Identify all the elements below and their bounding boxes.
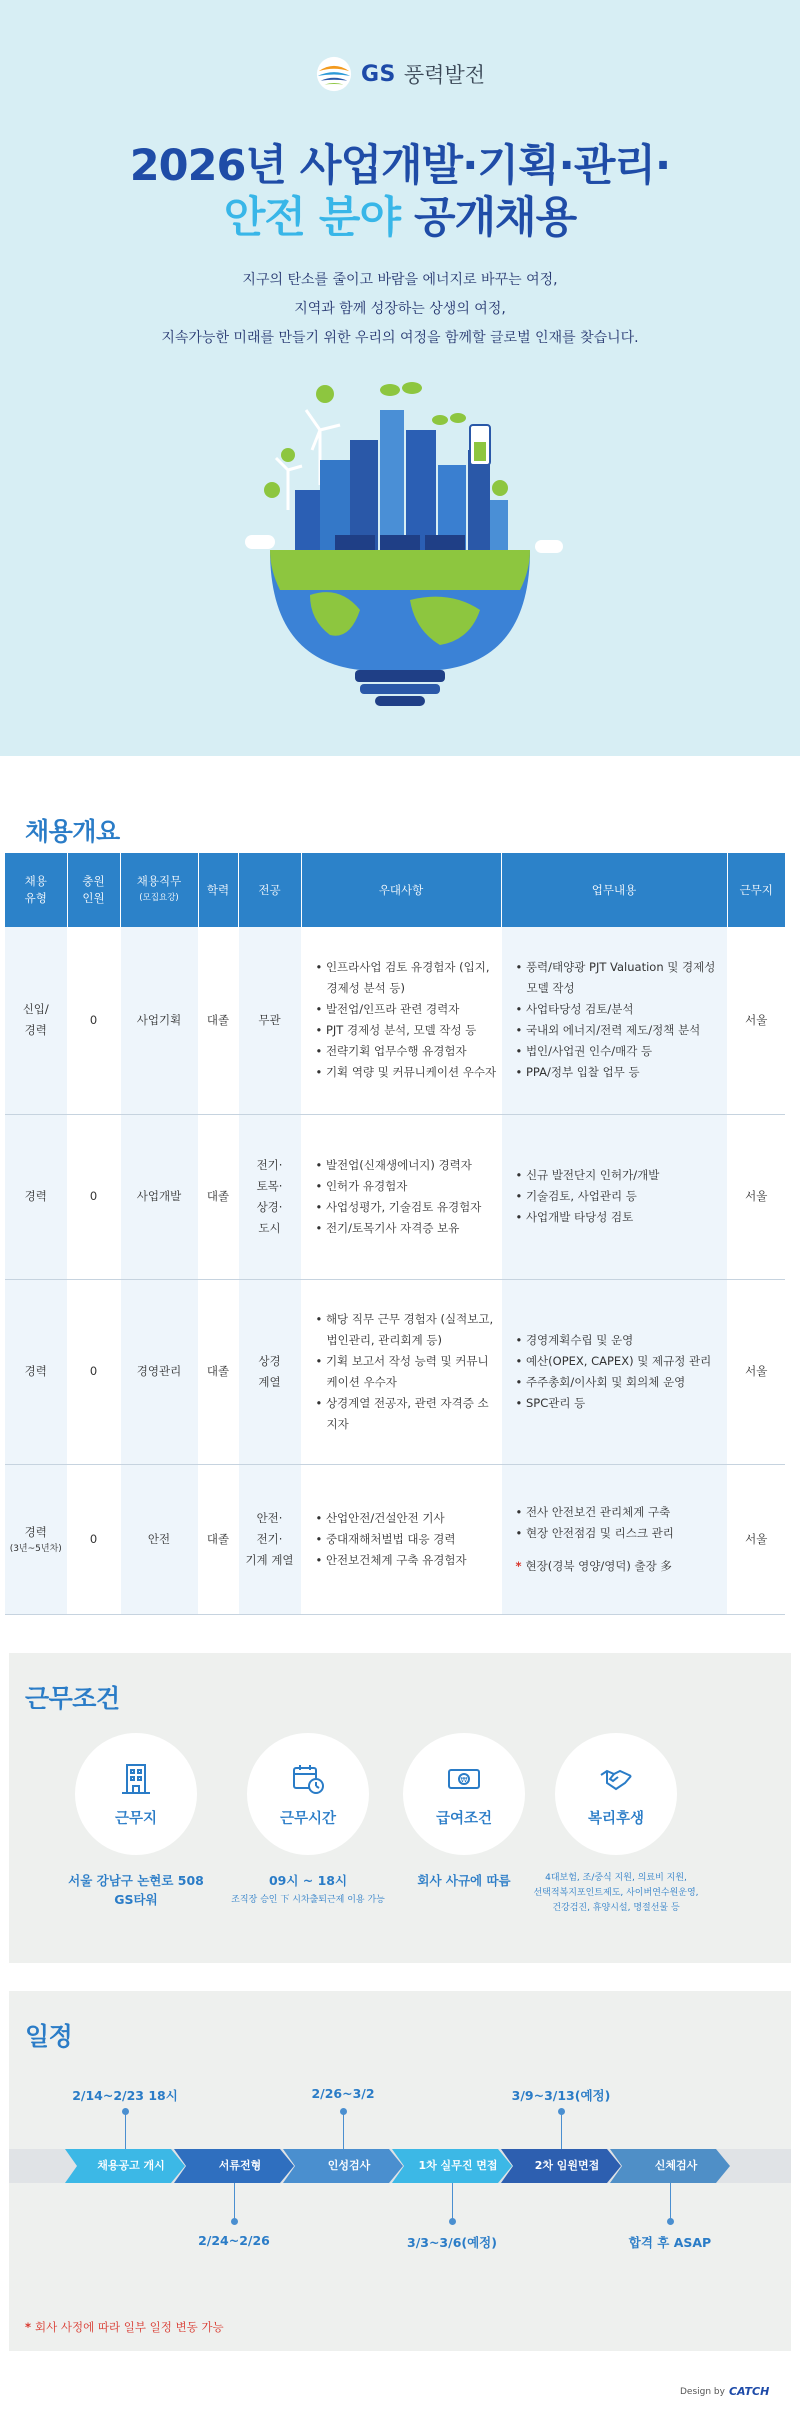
cell-preference: • 발전업(신재생에너지) 경력자 • 인허가 유경험자 • 사업성평가, 기술검토 유경험자 • 전기/토목기사 자격증 보유 [301,1114,501,1279]
overview-title: 채용개요 [25,817,120,846]
cell-location: 서울 [727,1464,785,1614]
logo-brand: GS [360,61,396,87]
condition-label: 근무시간 [279,1811,337,1827]
step-label: 신체검사 [654,2159,698,2172]
subtitle-line: 지속가능한 미래를 만들기 위한 우리의 여정을 함께할 글로벌 인재를 찾습니다. [161,330,639,346]
cell-location: 서울 [727,927,785,1114]
condition-circle [247,1733,369,1855]
eco-lightbulb-illustration [240,370,560,715]
step-dot [558,2108,565,2115]
hero-banner [0,0,800,756]
table-row [5,1464,785,1614]
step-date: 합격 후 ASAP [628,2235,712,2250]
title-line-2 [0,192,800,244]
cell-type: 신입/ 경력 [5,927,67,1114]
cell-count: 0 [67,1464,120,1614]
cell-location: 서울 [727,1279,785,1464]
step-dot [231,2218,238,2225]
table-header-row [5,853,785,927]
header-duty: 업무내용 [501,853,727,927]
timeline-step [610,2149,730,2183]
schedule-section [9,1991,791,2351]
footer-text: Design by [680,2386,725,2397]
cell-preference: • 해당 직무 근무 경험자 (실적보고, 법인관리, 관리회계 등) • 기획 보고서 작성 능력 및 커뮤니케이션 우수자 • 상경계열 전공자, 관련 자격증 소지자 [301,1279,501,1464]
cell-edu: 대졸 [198,1464,238,1614]
timeline-step [392,2149,512,2183]
footer-brand: CATCH [728,2385,770,2398]
schedule-title: 일정 [25,2022,73,2051]
logo-name: 풍력발전 [403,63,486,87]
gs-logo-icon [315,55,353,93]
step-connector [452,2183,453,2221]
cell-duty: • 경영계획수립 및 운영 • 예산(OPEX, CAPEX) 및 제규정 관리 • 주주총회/이사회 및 회의체 운영 • SPC관리 등 [501,1279,727,1464]
timeline-step [501,2149,621,2183]
cell-count: 0 [67,927,120,1114]
table-row [5,1279,785,1464]
condition-value: 회사 사규에 따름 [417,1873,511,1888]
cell-preference: • 산업안전/건설안전 기사 • 중대재해처벌법 대응 경력 • 안전보건체계 구축 유경험자 [301,1464,501,1614]
condition-label: 급여조건 [435,1811,493,1827]
step-dot [340,2108,347,2115]
cell-job: 사업기획 [120,927,198,1114]
hero-subtitle [0,266,800,353]
step-dot [667,2218,674,2225]
cell-job: 사업개발 [120,1114,198,1279]
condition-note: 조직장 승인 下 시차출퇴근제 이용 가능 [231,1895,385,1905]
title-accent: 안전 분야 [223,193,414,243]
title-main: 공개채용 [413,193,577,243]
step-date: 2/24~2/26 [198,2233,270,2248]
overview-section [0,756,800,1653]
header-edu: 학력 [198,853,238,927]
step-date: 2/26~3/2 [311,2086,375,2101]
step-label: 인성검사 [327,2159,371,2172]
title-line-1: 2026년 사업개발·기획·관리· [129,141,671,191]
condition-item [223,1733,393,1908]
condition-item [379,1733,549,1890]
header-preference: 우대사항 [301,853,501,927]
step-label: 채용공고 개시 [97,2159,165,2172]
cell-type: 경력 [5,1114,67,1279]
step-label: 2차 임원면접 [534,2159,600,2172]
step-label: 1차 실무진 면접 [418,2159,498,2172]
cell-major: 상경 계열 [238,1279,301,1464]
step-date: 2/14~2/23 18시 [72,2088,178,2103]
cell-job: 안전 [120,1464,198,1614]
work-conditions-section [9,1653,791,1963]
condition-circle [555,1733,677,1855]
condition-value: 09시 ~ 18시 [268,1873,348,1888]
condition-label: 복리후생 [587,1811,645,1827]
timeline-step [283,2149,403,2183]
header-count: 충원 인원 [67,853,120,927]
header-type: 채용 유형 [5,853,67,927]
step-date: 3/3~3/6(예정) [407,2235,497,2250]
condition-item [531,1733,701,1916]
header-location: 근무지 [727,853,785,927]
page-title [0,140,800,244]
svg-text:₩: ₩ [460,1776,468,1784]
cell-type: 경력 (3년~5년차) [5,1464,67,1614]
cell-edu: 대졸 [198,927,238,1114]
step-connector [234,2183,235,2221]
condition-circle [75,1733,197,1855]
timeline-step [65,2149,185,2183]
condition-note: 4대보험, 조/중식 지원, 의료비 지원, 선택적복지포인트제도, 사이버연수원운영, 건강검진, 휴양시설, 명절선물 등 [533,1873,699,1913]
timeline-step [174,2149,294,2183]
cell-major: 안전· 전기· 기계 계열 [238,1464,301,1614]
cell-duty: • 풍력/태양광 PJT Valuation 및 경제성 모델 작성 • 사업타당성 검토/분석 • 국내외 에너지/전력 제도/정책 분석 • 법인/사업권 인수/매각 등 • PPA/정부 입찰 업무 등 [501,927,727,1114]
step-date: 3/9~3/13(예정) [511,2088,611,2103]
cell-location: 서울 [727,1114,785,1279]
work-title: 근무조건 [25,1684,120,1713]
cell-duty: • 신규 발전단지 인허가/개발 • 기술검토, 사업관리 등 • 사업개발 타당성 검토 [501,1114,727,1279]
step-connector [343,2111,344,2149]
table-row [5,927,785,1114]
recruitment-table [5,853,785,1615]
cell-count: 0 [67,1279,120,1464]
cell-edu: 대졸 [198,1279,238,1464]
table-row [5,1114,785,1279]
cell-duty: • 전사 안전보건 관리체계 구축 • 현장 안전점검 및 리스크 관리 * 현장(경북 영양/영덕) 출장 多 [501,1464,727,1614]
cell-count: 0 [67,1114,120,1279]
step-dot [122,2108,129,2115]
cell-type: 경력 [5,1279,67,1464]
step-dot [449,2218,456,2225]
company-logo [0,55,800,93]
cell-preference: • 인프라사업 검토 유경험자 (입지, 경제성 분석 등) • 발전업/인프라 관련 경력자 • PJT 경제성 분석, 모델 작성 등 • 전략기획 업무수행 유경험자 • 기획 역량 및 커뮤니케이션 우수자 [301,927,501,1114]
condition-item [51,1733,221,1909]
header-job: 채용직무 (모집요강) [120,853,198,927]
step-connector [125,2111,126,2149]
condition-circle [403,1733,525,1855]
cell-edu: 대졸 [198,1114,238,1279]
step-label: 서류전형 [218,2159,262,2172]
schedule-notice: * 회사 사정에 따라 일부 일정 변동 가능 [25,2320,224,2334]
subtitle-line: 지구의 탄소를 줄이고 바람을 에너지로 바꾸는 여정, [242,272,558,288]
cell-job: 경영관리 [120,1279,198,1464]
step-connector [670,2183,671,2221]
condition-label: 근무지 [114,1811,158,1827]
subtitle-line: 지역과 함께 성장하는 상생의 여정, [294,301,506,317]
cell-major: 전기· 토목· 상경· 도시 [238,1114,301,1279]
header-major: 전공 [238,853,301,927]
step-connector [561,2111,562,2149]
cell-major: 무관 [238,927,301,1114]
footer-credit [680,2385,769,2398]
condition-value: 서울 강남구 논현로 508 GS타워 [68,1873,204,1907]
